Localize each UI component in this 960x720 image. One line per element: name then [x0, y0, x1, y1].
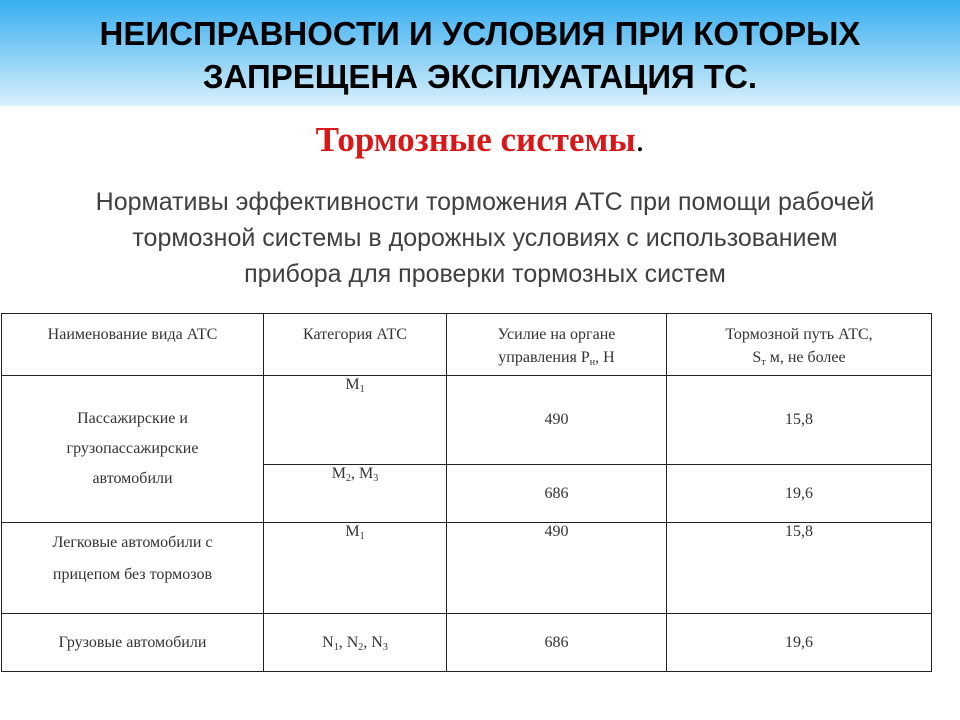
- header-control-force: Усилие на органе управления $Р_н$, Н: [447, 314, 667, 376]
- header-category: Категория АТС: [264, 314, 447, 376]
- table-caption-line-3: прибора для проверки тормозных систем: [244, 260, 726, 288]
- force-cell: 686: [447, 465, 667, 523]
- slide-title: [0, 12, 960, 98]
- vehicle-type-cell: Грузовые автомобили: [2, 614, 264, 672]
- force-cell: 686: [447, 614, 667, 672]
- distance-cell: 19,6: [667, 614, 932, 672]
- table-caption-line-1: Нормативы эффективности торможения АТС при помощи рабочей: [95, 188, 875, 216]
- section-title-dot: .: [635, 120, 645, 159]
- vehicle-type-cell: Пассажирские и грузопассажирские автомобили: [2, 376, 264, 523]
- header-braking-distance: Тормозной путь АТС, $S_т$ м, не более: [667, 314, 932, 376]
- slide-title-line-2: ЗАПРЕЩЕНА ЭКСПЛУАТАЦИЯ ТС.: [202, 58, 758, 95]
- distance-cell: 15,8: [667, 523, 932, 614]
- slide-title-line-1: НЕИСПРАВНОСТИ И УСЛОВИЯ ПРИ КОТОРЫХ: [99, 15, 861, 52]
- braking-norms-table: [1, 313, 932, 672]
- table-row: [2, 523, 932, 614]
- header-vehicle-type: Наименование вида АТС: [2, 314, 264, 376]
- category-cell: $M_2$, $M_3$: [264, 465, 447, 523]
- table-row: [2, 376, 932, 465]
- section-title-text: Тормозные системы: [315, 120, 636, 159]
- table-caption-line-2: тормозной системы в дорожных условиях с использованием: [132, 224, 838, 252]
- table-row: [2, 614, 932, 672]
- section-title: [0, 118, 960, 162]
- vehicle-type-cell: Легковые автомобили с прицепом без тормозов: [2, 523, 264, 614]
- distance-cell: 15,8: [667, 376, 932, 465]
- category-cell: $M_1$: [264, 376, 447, 465]
- force-cell: 490: [447, 523, 667, 614]
- table-caption: [20, 184, 950, 292]
- table-header-row: [2, 314, 932, 376]
- force-cell: 490: [447, 376, 667, 465]
- category-cell: $M_1$: [264, 523, 447, 614]
- distance-cell: 19,6: [667, 465, 932, 523]
- category-cell: $N_1$, $N_2$, $N_3$: [264, 614, 447, 672]
